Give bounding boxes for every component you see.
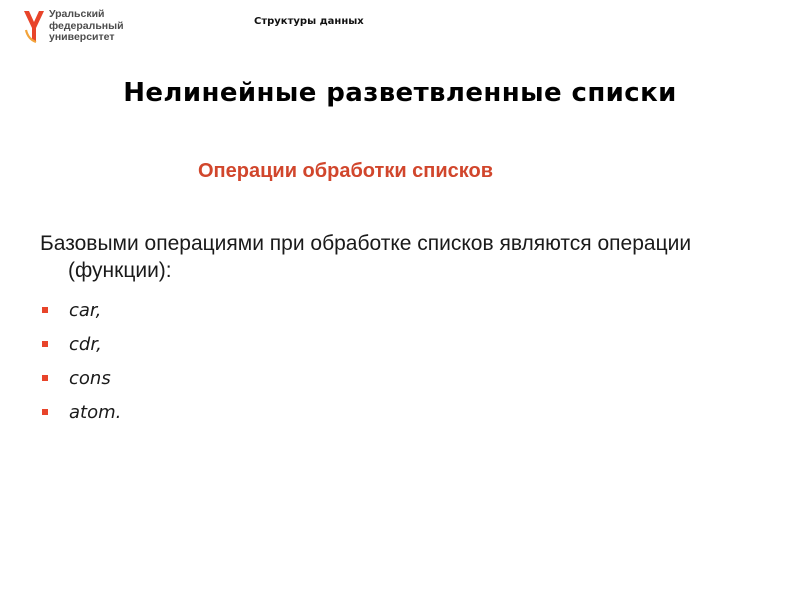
operation-name: cdr,: [69, 333, 102, 355]
bullet-square-icon: [42, 341, 48, 347]
slide-subtitle: Операции обработки списков: [198, 160, 494, 182]
section-label: Структуры данных: [254, 16, 364, 27]
operation-name: cons: [69, 367, 111, 389]
intro-text: Базовыми операциями при обработке списков являются операции (функции):: [40, 232, 692, 282]
bullet-square-icon: [42, 409, 48, 415]
logo-line-2: федеральный: [49, 19, 124, 32]
list-item: [42, 361, 121, 395]
logo-line-3: университет: [49, 31, 115, 43]
logo-text: [49, 9, 124, 44]
list-item: [42, 293, 121, 327]
list-item: [42, 327, 121, 361]
bullet-square-icon: [42, 307, 48, 313]
operation-name: atom.: [69, 401, 122, 423]
operation-name: car,: [69, 299, 102, 321]
university-logo: [22, 8, 182, 48]
logo-mark-icon: [22, 8, 46, 44]
slide-title: Нелинейные разветвленные списки: [123, 78, 677, 108]
logo-line-1: Уральский: [49, 8, 105, 20]
bullet-square-icon: [42, 375, 48, 381]
list-item: [42, 395, 121, 429]
operations-list: [42, 293, 121, 429]
